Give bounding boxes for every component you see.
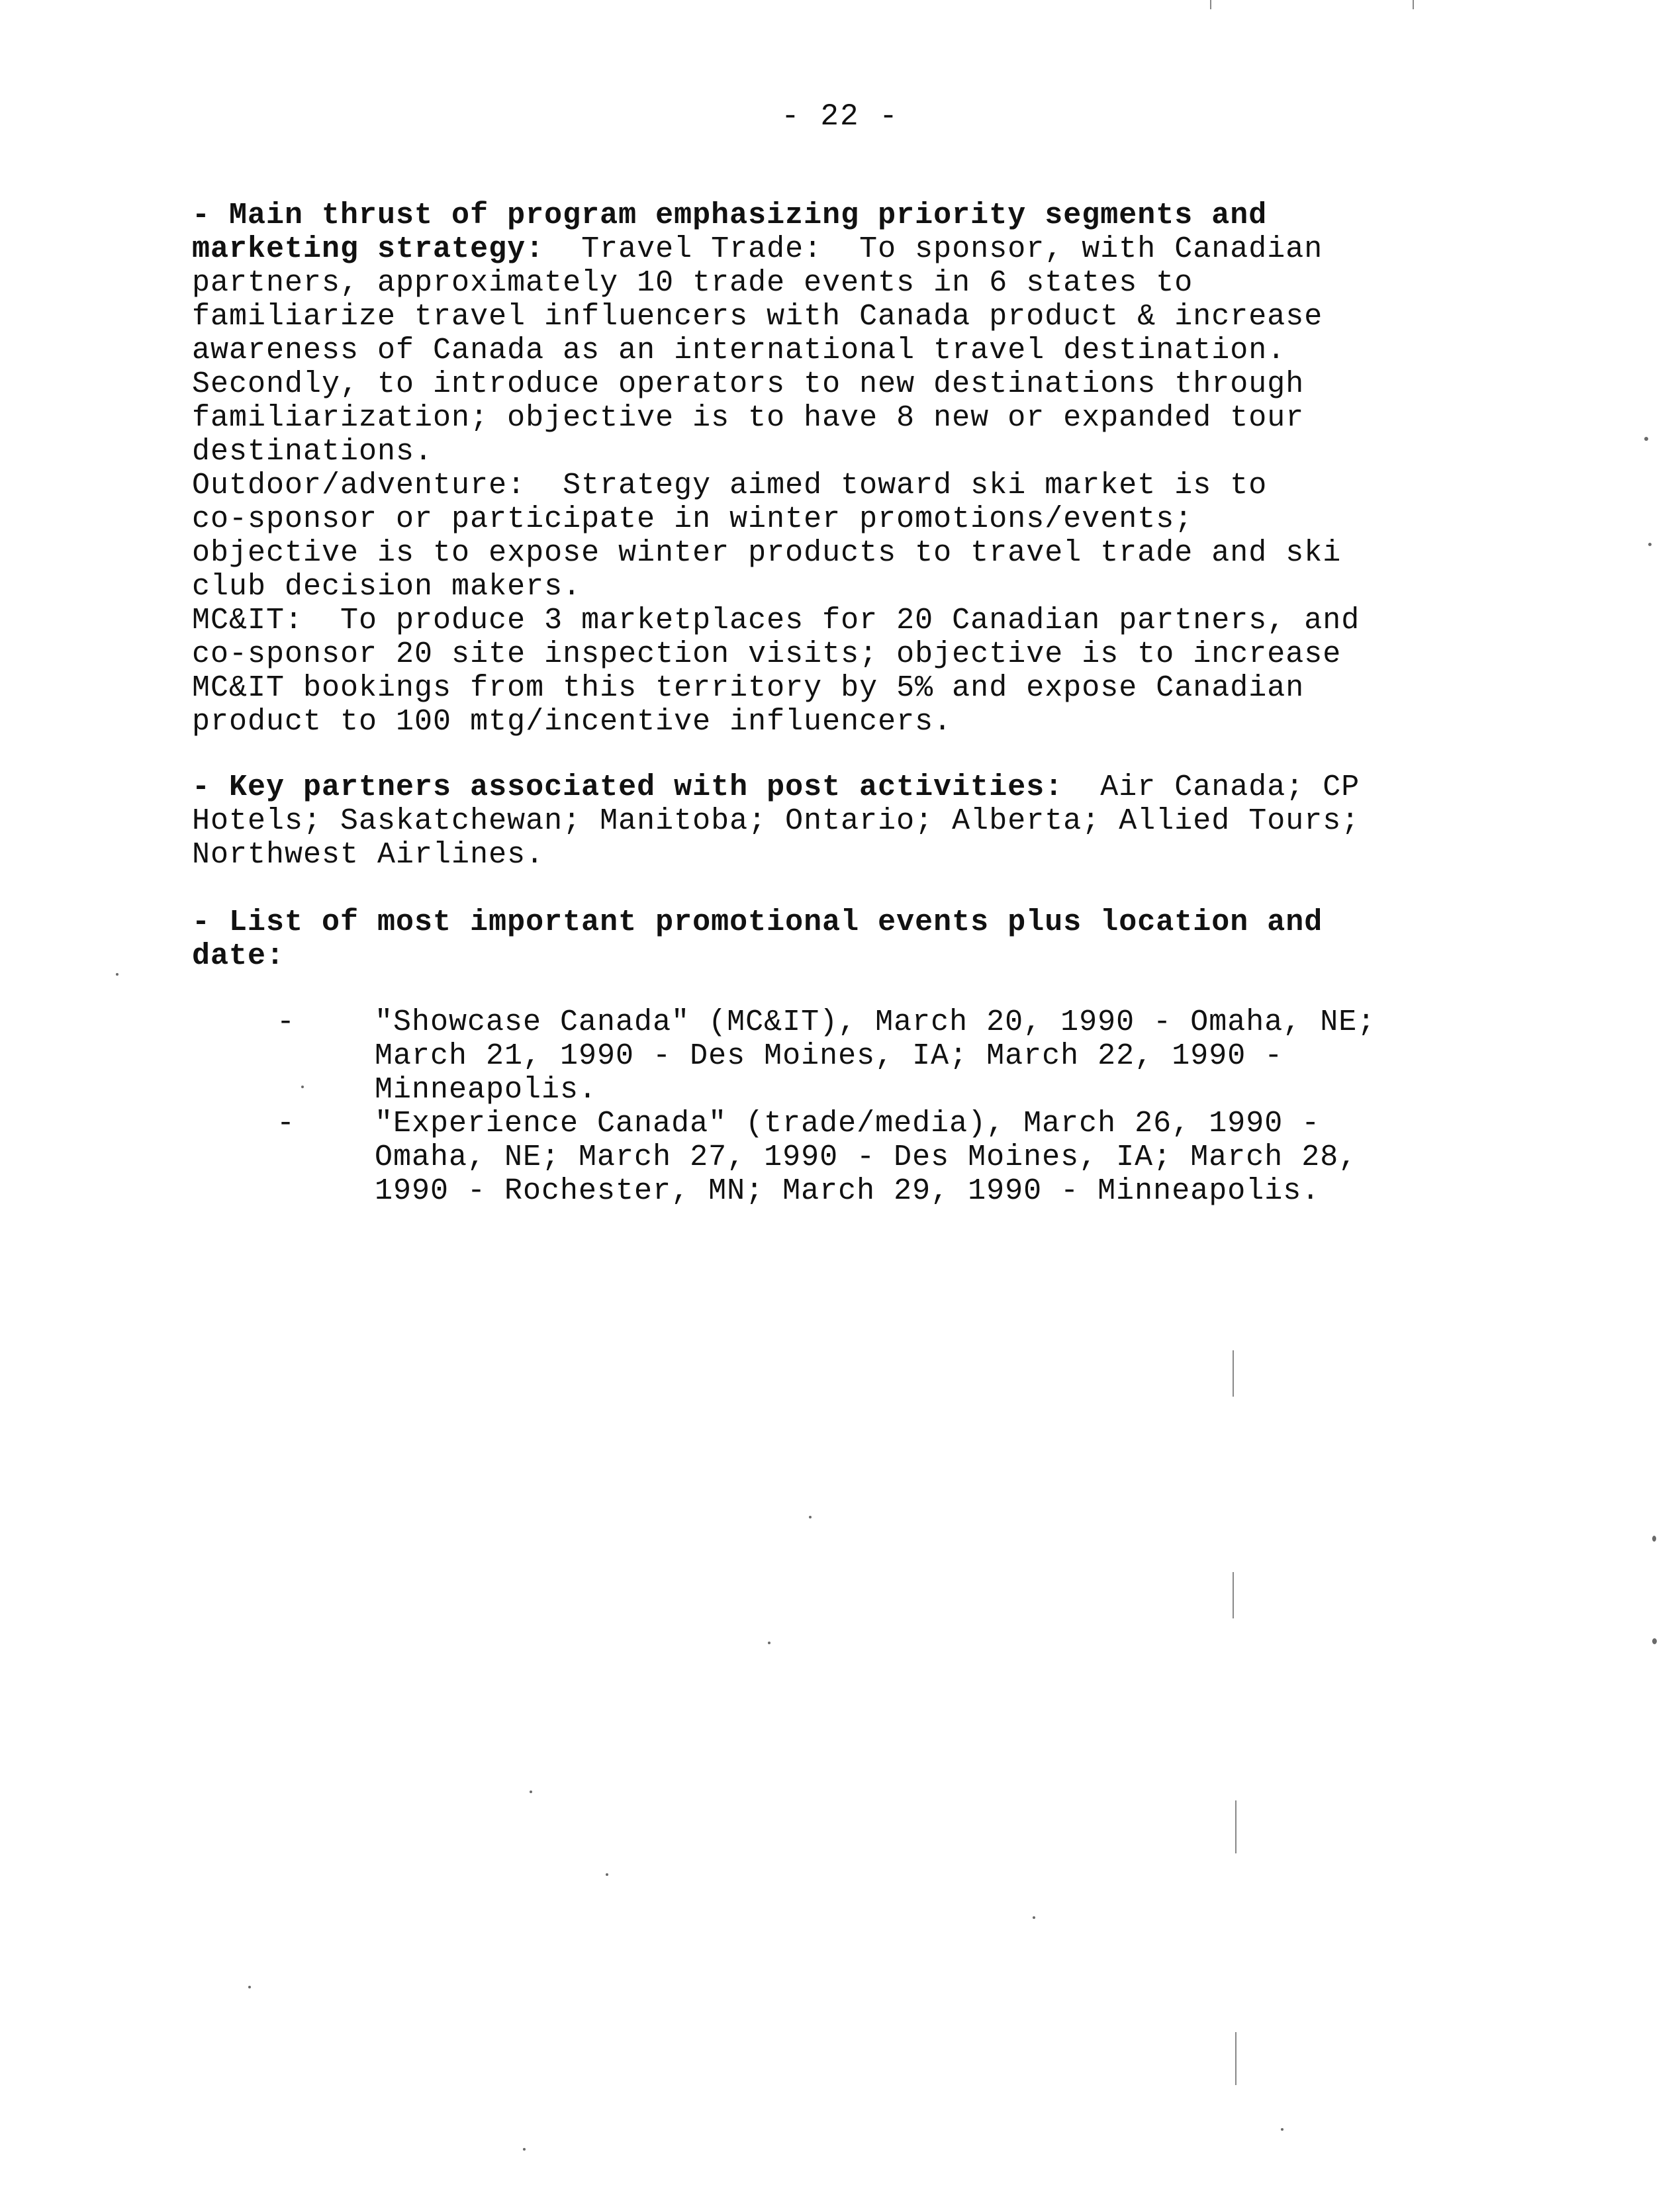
scan-speck (1648, 543, 1652, 546)
text-line: date: (192, 939, 285, 973)
text-line: - List of most important promotional events plus location and (192, 906, 1323, 939)
list-item (192, 1005, 1516, 1107)
scan-mark (1210, 0, 1211, 9)
scan-mark (1233, 1350, 1234, 1397)
section-events-heading (192, 906, 1516, 973)
text-line: Hotels; Saskatchewan; Manitoba; Ontario; Alberta; Allied Tours; (192, 804, 1360, 838)
text-line: 1990 - Rochester, MN; March 29, 1990 - Minneapolis. (375, 1174, 1321, 1208)
scan-speck (1644, 437, 1648, 441)
scan-mark (1233, 1572, 1234, 1618)
text-line: - Key partners associated with post activities: Air Canada; CP (192, 770, 1360, 804)
text-line: objective is to expose winter products to travel trade and ski (192, 536, 1342, 570)
text-line: partners, approximately 10 trade events in 6 states to (192, 266, 1193, 300)
text-line: familiarization; objective is to have 8 new or expanded tour (192, 401, 1305, 435)
scan-speck (768, 1642, 770, 1644)
scan-speck (1652, 1638, 1657, 1644)
scan-mark (1235, 1800, 1237, 1853)
text-line: Minneapolis. (375, 1073, 598, 1107)
text-line: product to 100 mtg/incentive influencers. (192, 705, 953, 739)
scan-speck (606, 1873, 608, 1876)
page-number: - 22 - (781, 99, 899, 134)
text-line: MC&IT bookings from this territory by 5% and expose Canadian (192, 671, 1305, 705)
scan-speck (1033, 1916, 1035, 1919)
text-line: Omaha, NE; March 27, 1990 - Des Moines, IA; March 28, (375, 1140, 1358, 1174)
section-key-partners (192, 770, 1516, 872)
scan-speck (1281, 2128, 1283, 2131)
text-line: familiarize travel influencers with Canada product & increase (192, 300, 1323, 334)
text-line: Outdoor/adventure: Strategy aimed toward ski market is to (192, 469, 1268, 502)
text-line: "Showcase Canada" (MC&IT), March 20, 1990 - Omaha, NE; (375, 1005, 1376, 1039)
section-main-thrust (192, 199, 1516, 739)
scan-speck (1652, 1536, 1656, 1542)
scan-speck (116, 973, 118, 976)
text-line: Secondly, to introduce operators to new destinations through (192, 367, 1305, 401)
scan-speck (809, 1516, 812, 1518)
scan-speck (301, 1086, 304, 1088)
text-line: destinations. (192, 435, 434, 469)
events-list (192, 1005, 1516, 1208)
scan-speck (248, 1986, 251, 1988)
text-line: Northwest Airlines. (192, 838, 545, 872)
text-line: - Main thrust of program emphasizing priority segments and (192, 199, 1268, 232)
dash-bullet: - (277, 1107, 296, 1140)
text-line: club decision makers. (192, 570, 582, 604)
text-line: "Experience Canada" (trade/media), March 26, 1990 - (375, 1107, 1321, 1140)
scan-speck (523, 2148, 526, 2151)
text-line: awareness of Canada as an international travel destination. (192, 334, 1286, 367)
dash-bullet: - (277, 1005, 296, 1039)
text-line: co-sponsor 20 site inspection visits; objective is to increase (192, 637, 1342, 671)
text-line: March 21, 1990 - Des Moines, IA; March 22, 1990 - (375, 1039, 1283, 1073)
text-line: MC&IT: To produce 3 marketplaces for 20 Canadian partners, and (192, 604, 1360, 637)
text-line: marketing strategy: Travel Trade: To sponsor, with Canadian (192, 232, 1323, 266)
text-line: co-sponsor or participate in winter promotions/events; (192, 502, 1193, 536)
scan-speck (530, 1791, 532, 1793)
scan-mark (1413, 0, 1414, 9)
scan-mark (1235, 2032, 1237, 2085)
list-item (192, 1107, 1516, 1208)
